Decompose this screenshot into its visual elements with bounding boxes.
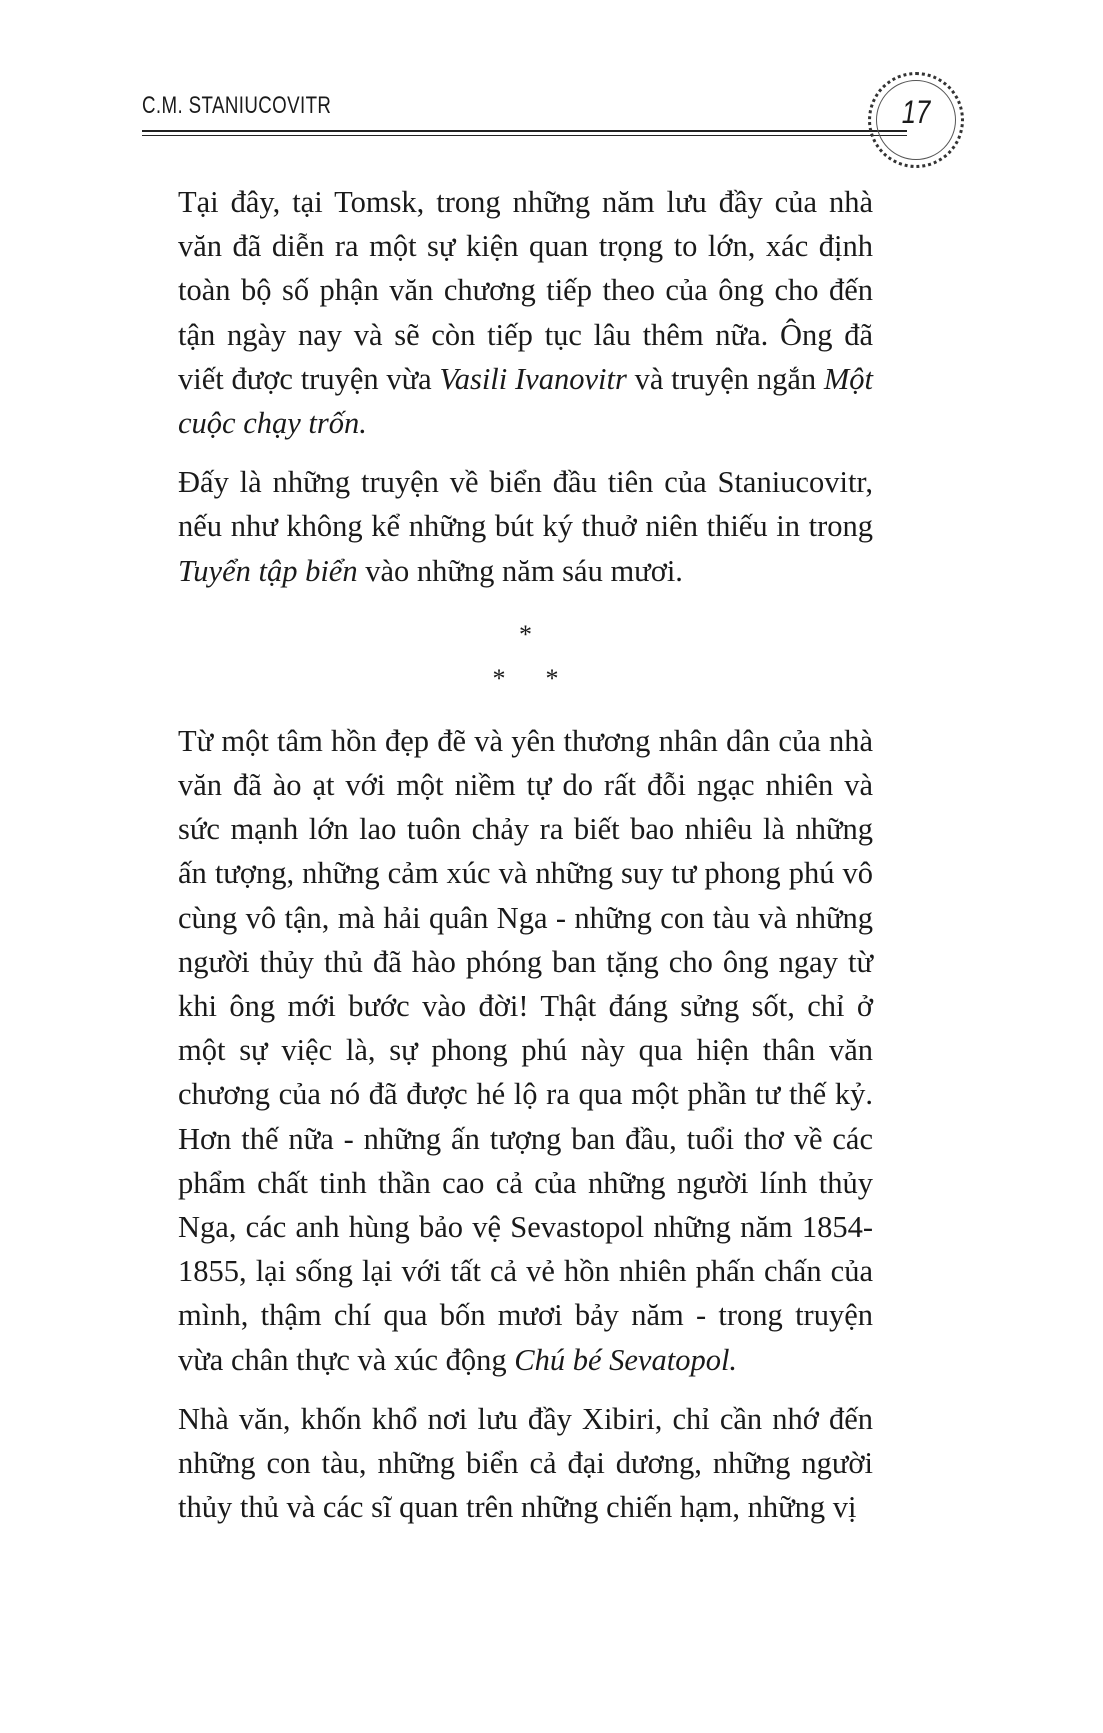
page-number-ornament (860, 64, 980, 184)
running-header (140, 80, 920, 160)
paragraph (178, 460, 873, 593)
header-rule (142, 130, 907, 132)
paragraph (178, 719, 873, 1382)
author-name: C.M. STANIUCOVITR (142, 92, 332, 119)
paragraph (178, 1397, 873, 1530)
italic-title: Tuyển tập biển (178, 553, 358, 588)
header-rule-thin (142, 135, 907, 136)
italic-title: Chú bé Sevatopol. (514, 1342, 738, 1377)
text-run: Nhà văn, khốn khổ nơi lưu đầy Xibiri, chỉ cần nhớ đến những con tàu, những biển cả đại dương, những người thủy thủ và các sĩ quan trên những chiến hạm, những vị (178, 1401, 873, 1525)
text-run: Tại đây, tại Tomsk, trong những năm lưu đầy của nhà văn đã diễn ra một sự kiện quan trọng to lớn, xác định toàn bộ số phận văn chương tiếp theo của ông cho đến tận ngày nay và sẽ còn tiếp tục lâu thêm nữa. Ông đã viết được truyện vừa (178, 185, 873, 396)
separator-star: * (545, 663, 559, 693)
text-run: và truyện ngắn (626, 361, 824, 396)
italic-title: Vasili Ivanovitr (439, 361, 627, 396)
body-text (178, 180, 873, 1544)
italic-title: Một cuộc chạy trốn. (178, 361, 874, 441)
section-separator (178, 613, 873, 701)
text-run: Đấy là những truyện về biển đầu tiên của Staniucovitr, nếu như không kể những bút ký thuở niên thiếu in trong (178, 465, 873, 544)
text-run: vào những năm sáu mươi. (357, 553, 683, 588)
paragraph (178, 180, 873, 445)
separator-star: * (519, 619, 532, 649)
page-number: 17 (901, 94, 931, 130)
separator-star: * (492, 663, 506, 693)
text-run: Từ một tâm hồn đẹp đẽ và yên thương nhân dân của nhà văn đã ào ạt với một niềm tự do rất đỗi ngạc nhiên và sức mạnh lớn lao tuôn chảy ra biết bao nhiêu là những ấn tượng, những cảm xúc và những suy tư phong phú vô cùng vô tận, mà hải quân Nga - những con tàu và những người thủy thủ đã hào phóng ban tặng cho ông ngay từ khi ông mới bước vào đời! Thật đáng sửng sốt, chỉ ở một sự việc là, sự phong phú này qua hiện thân văn chương của nó đã được hé lộ ra qua một phần tư thế kỷ. Hơn thế nữa - những ấn tượng ban đầu, tuổi thơ về các phẩm chất tinh thần cao cả của những người lính thủy Nga, các anh hùng bảo vệ Sevastopol những năm 1854-1855, lại sống lại với tất cả vẻ hồn nhiên phấn chấn của mình, thậm chí qua bốn mươi bảy năm - trong truyện vừa chân thực và xúc động (178, 723, 873, 1377)
